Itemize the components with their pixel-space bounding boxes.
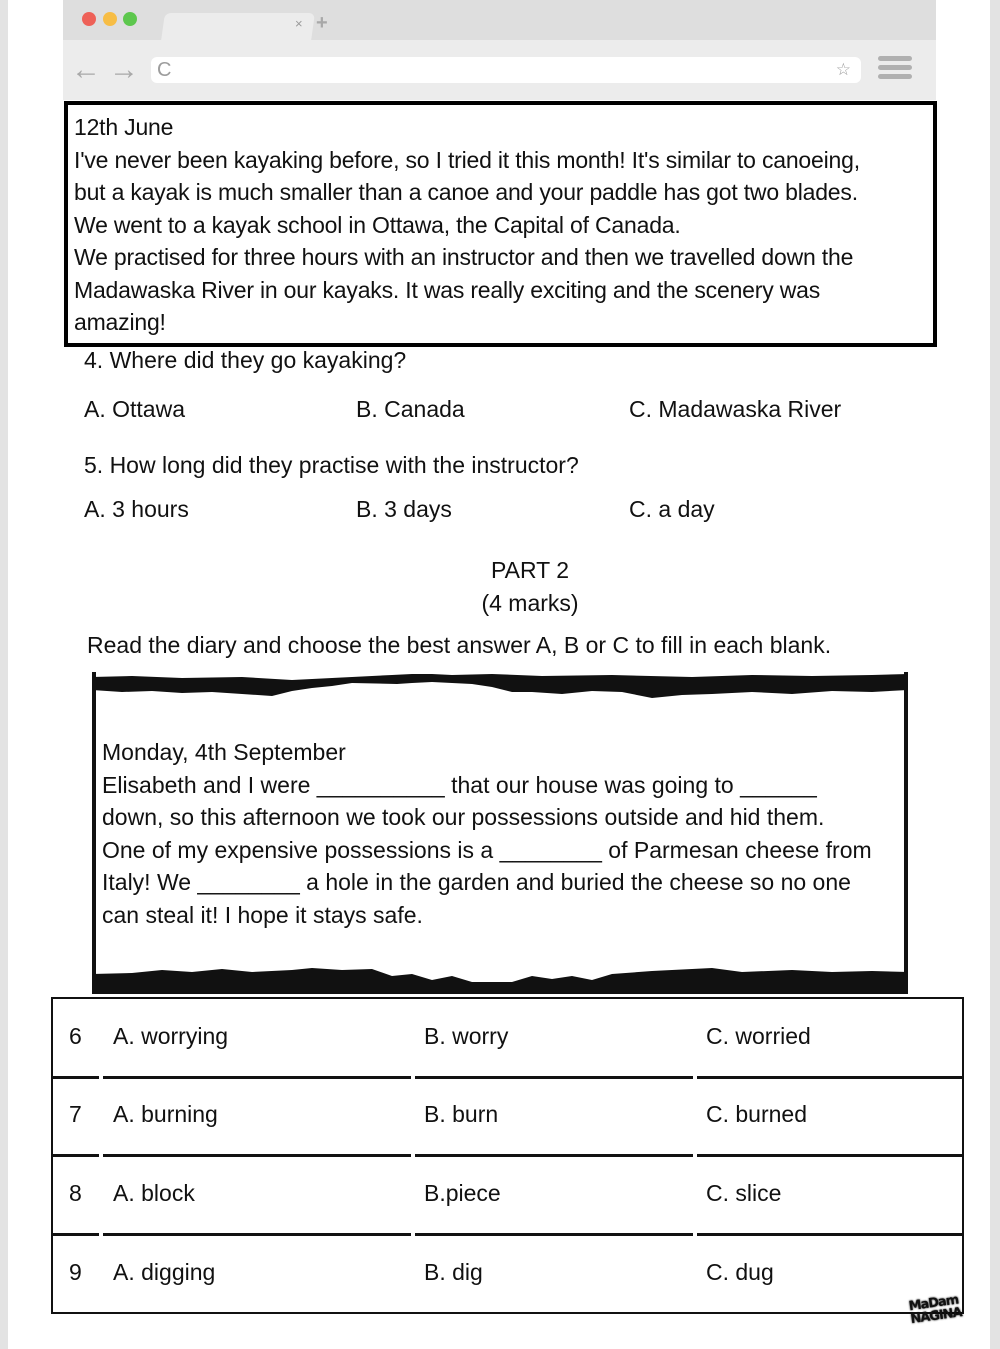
passage-line: Madawaska River in our kayaks. It was really exciting and the scenery was: [74, 276, 821, 303]
browser-chrome: [63, 0, 936, 100]
row-number: 7: [69, 1101, 82, 1127]
passage-line: but a kayak is much smaller than a canoe and your paddle has got two blades.: [74, 179, 858, 205]
reading-passage-box: [64, 101, 937, 347]
question-4: 4. Where did they go kayaking?: [84, 347, 407, 373]
diary-text: [102, 736, 872, 931]
close-window-button[interactable]: [82, 12, 96, 26]
bookmark-star-icon[interactable]: ☆: [835, 60, 851, 79]
part-2-instruction: Read the diary and choose the best answer A, B or C to fill in each blank.: [87, 632, 832, 658]
hamburger-menu-icon[interactable]: [878, 56, 912, 83]
question-5: 5. How long did they practise with the instructor?: [84, 452, 579, 478]
option-c[interactable]: C. burned: [706, 1101, 808, 1127]
watermark-logo: MaDam NAGINA: [907, 1292, 963, 1328]
answer-options-table: [51, 997, 964, 1314]
reload-icon[interactable]: C: [157, 59, 172, 81]
tab-close-icon[interactable]: ×: [295, 16, 303, 31]
answer-row-8: [53, 1156, 962, 1234]
row-number: 8: [69, 1180, 82, 1206]
question-5-option-b[interactable]: B. 3 days: [356, 496, 452, 522]
torn-edge-top: [92, 672, 908, 702]
option-a[interactable]: A. burning: [113, 1101, 218, 1127]
option-c[interactable]: C. worried: [706, 1023, 811, 1049]
part-2-title: PART 2: [491, 557, 569, 583]
option-a[interactable]: A. worrying: [113, 1023, 229, 1049]
forward-arrow-icon[interactable]: →: [109, 53, 139, 86]
question-5-option-a[interactable]: A. 3 hours: [84, 496, 189, 522]
option-b[interactable]: B. burn: [424, 1101, 499, 1127]
question-5-option-c[interactable]: C. a day: [629, 496, 715, 522]
back-arrow-icon[interactable]: ←: [71, 53, 101, 86]
passage-line: We went to a kayak school in Ottawa, the Capital of Canada.: [74, 211, 681, 238]
passage-line: amazing!: [74, 309, 166, 335]
address-bar[interactable]: [151, 57, 861, 83]
diary-date: Monday, 4th September: [102, 739, 346, 765]
option-c[interactable]: C. slice: [706, 1180, 782, 1206]
minimize-window-button[interactable]: [103, 12, 117, 26]
diary-line: Italy! We ________ a hole in the garden and buried the cheese so no one: [102, 869, 851, 895]
diary-line: One of my expensive possessions is a ________ of Parmesan cheese from: [102, 836, 872, 863]
question-4-option-c[interactable]: C. Madawaska River: [629, 396, 842, 422]
option-c[interactable]: C. dug: [706, 1259, 774, 1285]
answer-row-6: [53, 999, 962, 1077]
row-number: 9: [69, 1259, 82, 1285]
browser-tab[interactable]: [161, 13, 315, 41]
diary-box: [92, 672, 908, 994]
maximize-window-button[interactable]: [123, 12, 137, 26]
answer-row-9: [53, 1235, 962, 1313]
option-b[interactable]: B.piece: [424, 1180, 501, 1206]
page-right-edge: [990, 0, 1000, 1349]
question-4-option-b[interactable]: B. Canada: [356, 396, 465, 422]
row-number: 6: [69, 1023, 82, 1049]
diary-line: can steal it! I hope it stays safe.: [102, 901, 423, 928]
part-2-marks: (4 marks): [481, 590, 579, 616]
passage-line: I've never been kayaking before, so I tried it this month! It's similar to canoeing,: [74, 146, 860, 173]
option-b[interactable]: B. dig: [424, 1259, 483, 1285]
torn-edge-bottom: [92, 964, 908, 994]
option-b[interactable]: B. worry: [424, 1023, 509, 1049]
option-a[interactable]: A. block: [113, 1180, 195, 1206]
diary-line: down, so this afternoon we took our possessions outside and hid them.: [102, 804, 825, 830]
new-tab-icon[interactable]: +: [316, 12, 328, 34]
passage-line: We practised for three hours with an instructor and then we travelled down the: [74, 244, 854, 270]
page-left-edge: [0, 0, 8, 1349]
option-a[interactable]: A. digging: [113, 1259, 216, 1285]
question-4-option-a[interactable]: A. Ottawa: [84, 396, 185, 422]
answer-row-7: [53, 1077, 962, 1155]
diary-line: Elisabeth and I were __________ that our house was going to ______: [102, 771, 817, 798]
passage-date: 12th June: [74, 114, 174, 140]
tab-bar: [63, 0, 936, 40]
